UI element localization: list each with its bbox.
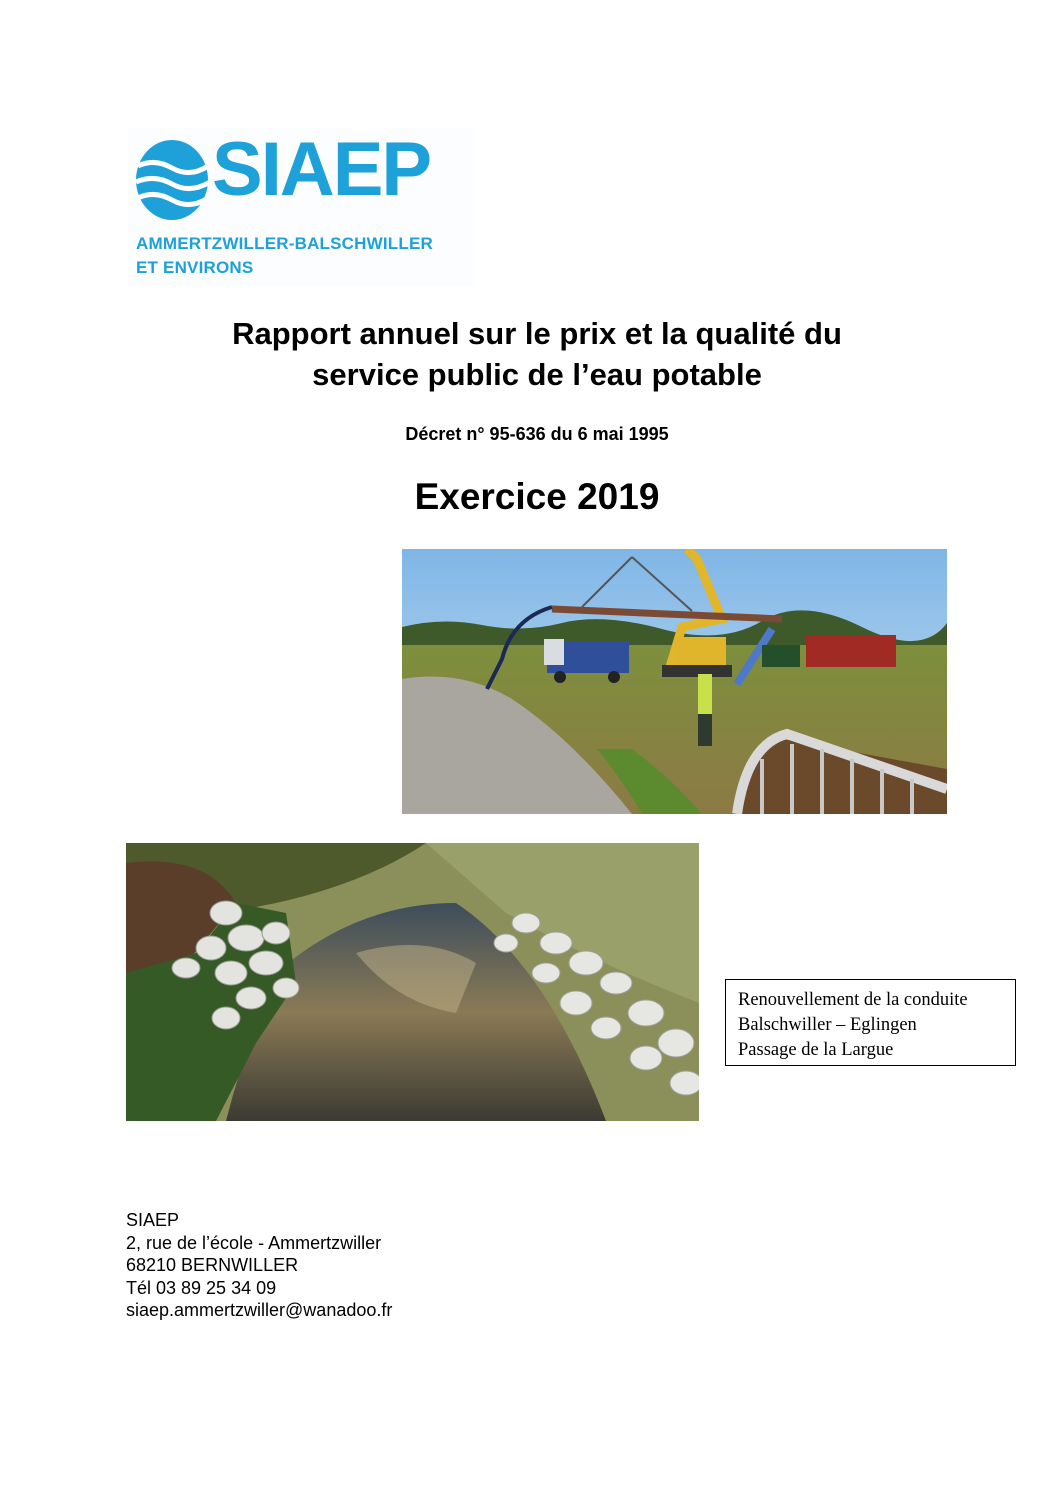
exercise-year: Exercice 2019: [414, 476, 660, 517]
report-title-line-1: Rapport annuel sur le prix et la qualité du: [232, 316, 842, 351]
address-block: [126, 1209, 392, 1322]
logo-line-2: ET ENVIRONS: [136, 258, 254, 277]
report-title-line-2: service public de l’eau potable: [312, 357, 762, 392]
address-email: siaep.ammertzwiller@wanadoo.fr: [126, 1300, 393, 1320]
address-city: 68210 BERNWILLER: [126, 1255, 299, 1275]
siaep-logo: [128, 128, 474, 286]
address-phone: Tél 03 89 25 34 09: [126, 1277, 277, 1298]
decree-reference: Décret n° 95-636 du 6 mai 1995: [405, 424, 669, 444]
address-street: 2, rue de l’école - Ammertzwiller: [126, 1232, 382, 1253]
caption-line-1: Renouvellement de la conduite: [738, 990, 968, 1010]
caption-line-3: Passage de la Largue: [738, 1040, 894, 1060]
caption-line-2: Balschwiller – Eglingen: [738, 1015, 917, 1035]
photo-caption-box: [725, 979, 1016, 1066]
construction-site-photo: [402, 549, 947, 814]
river-passage-photo: [126, 843, 699, 1121]
report-title: [120, 313, 954, 395]
address-name: SIAEP: [126, 1210, 180, 1230]
logo-brand: SIAEP: [212, 127, 431, 212]
logo-line-1: AMMERTZWILLER-BALSCHWILLER: [136, 234, 433, 253]
waves-emblem-icon: [134, 136, 212, 224]
